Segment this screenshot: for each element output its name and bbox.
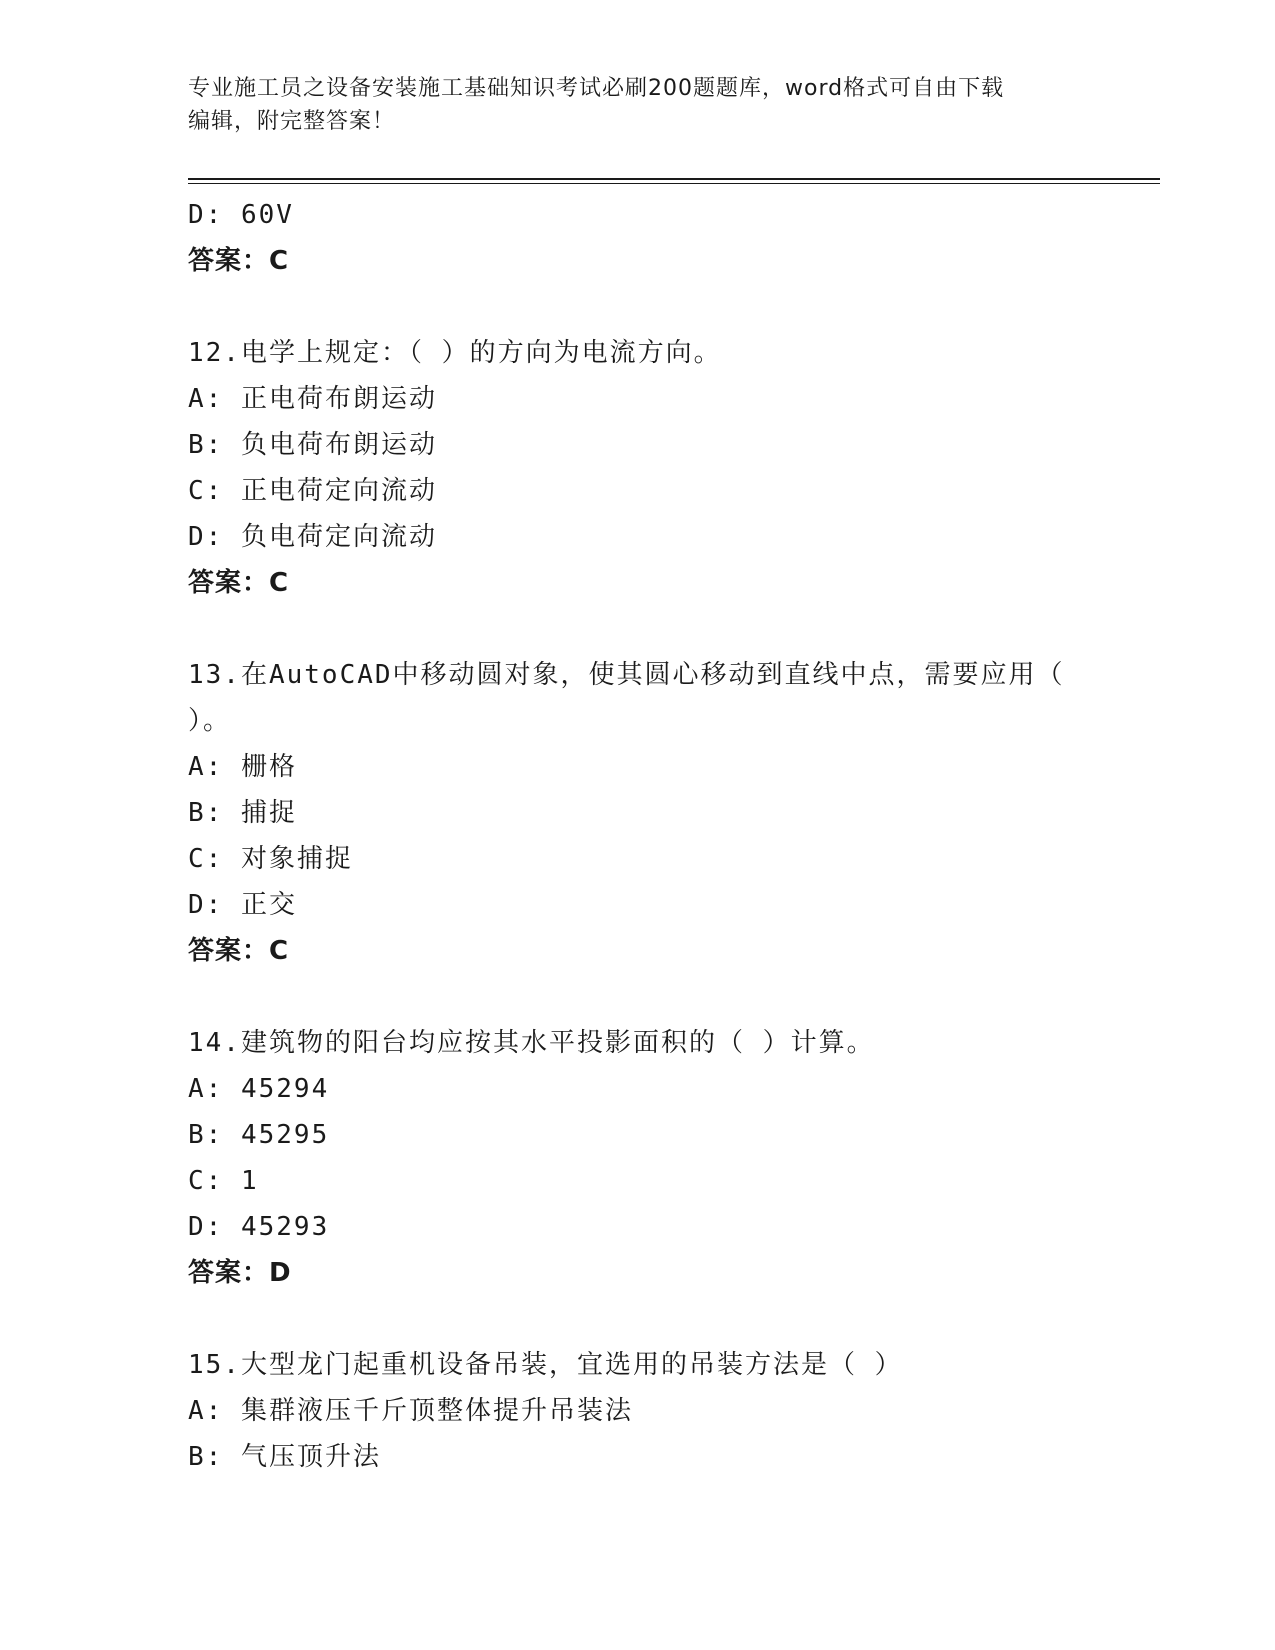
question-14-option-d: D: 45293 bbox=[188, 1212, 330, 1242]
question-13-answer: 答案：C bbox=[188, 936, 290, 966]
question-13-option-d: D: 正交 bbox=[188, 890, 297, 920]
question-13-option-c: C: 对象捕捉 bbox=[188, 844, 353, 874]
question-13-option-b: B: 捕捉 bbox=[188, 798, 297, 828]
question-12-option-d: D: 负电荷定向流动 bbox=[188, 522, 437, 552]
question-13-text-line-2: ）。 bbox=[188, 706, 232, 736]
question-12-option-a: A: 正电荷布朗运动 bbox=[188, 384, 437, 414]
header-title-line-2: 编辑，附完整答案！ bbox=[188, 109, 396, 134]
question-14-text: 14.建筑物的阳台均应按其水平投影面积的（ ）计算。 bbox=[188, 1028, 875, 1058]
question-14-option-b: B: 45295 bbox=[188, 1120, 330, 1150]
question-list bbox=[188, 192, 1088, 1480]
document-header bbox=[188, 72, 1088, 138]
question-12-answer: 答案：C bbox=[188, 568, 290, 598]
question-14-answer: 答案：D bbox=[188, 1258, 292, 1288]
question-15-text: 15.大型龙门起重机设备吊装，宜选用的吊装方法是（ ） bbox=[188, 1350, 903, 1380]
spacer bbox=[188, 284, 1088, 330]
header-title-line-1: 专业施工员之设备安装施工基础知识考试必刷200题题库，word格式可自由下载 bbox=[188, 76, 1005, 101]
prev-answer: 答案：C bbox=[188, 246, 290, 276]
question-12-option-b: B: 负电荷布朗运动 bbox=[188, 430, 437, 460]
question-15-option-b: B: 气压顶升法 bbox=[188, 1442, 381, 1472]
spacer bbox=[188, 1296, 1088, 1342]
header-rule-thin bbox=[188, 183, 1160, 184]
question-13-text-line-1: 13.在AutoCAD中移动圆对象，使其圆心移动到直线中点，需要应用（ bbox=[188, 660, 1065, 690]
question-14-option-c: C: 1 bbox=[188, 1166, 259, 1196]
question-15-option-a: A: 集群液压千斤顶整体提升吊装法 bbox=[188, 1396, 633, 1426]
prev-option-d: D: 60V bbox=[188, 200, 294, 230]
question-14-option-a: A: 45294 bbox=[188, 1074, 330, 1104]
spacer bbox=[188, 974, 1088, 1020]
question-12-text: 12.电学上规定：（ ）的方向为电流方向。 bbox=[188, 338, 722, 368]
spacer bbox=[188, 606, 1088, 652]
question-13-option-a: A: 栅格 bbox=[188, 752, 297, 782]
question-12-option-c: C: 正电荷定向流动 bbox=[188, 476, 437, 506]
header-rule-thick bbox=[188, 178, 1160, 180]
